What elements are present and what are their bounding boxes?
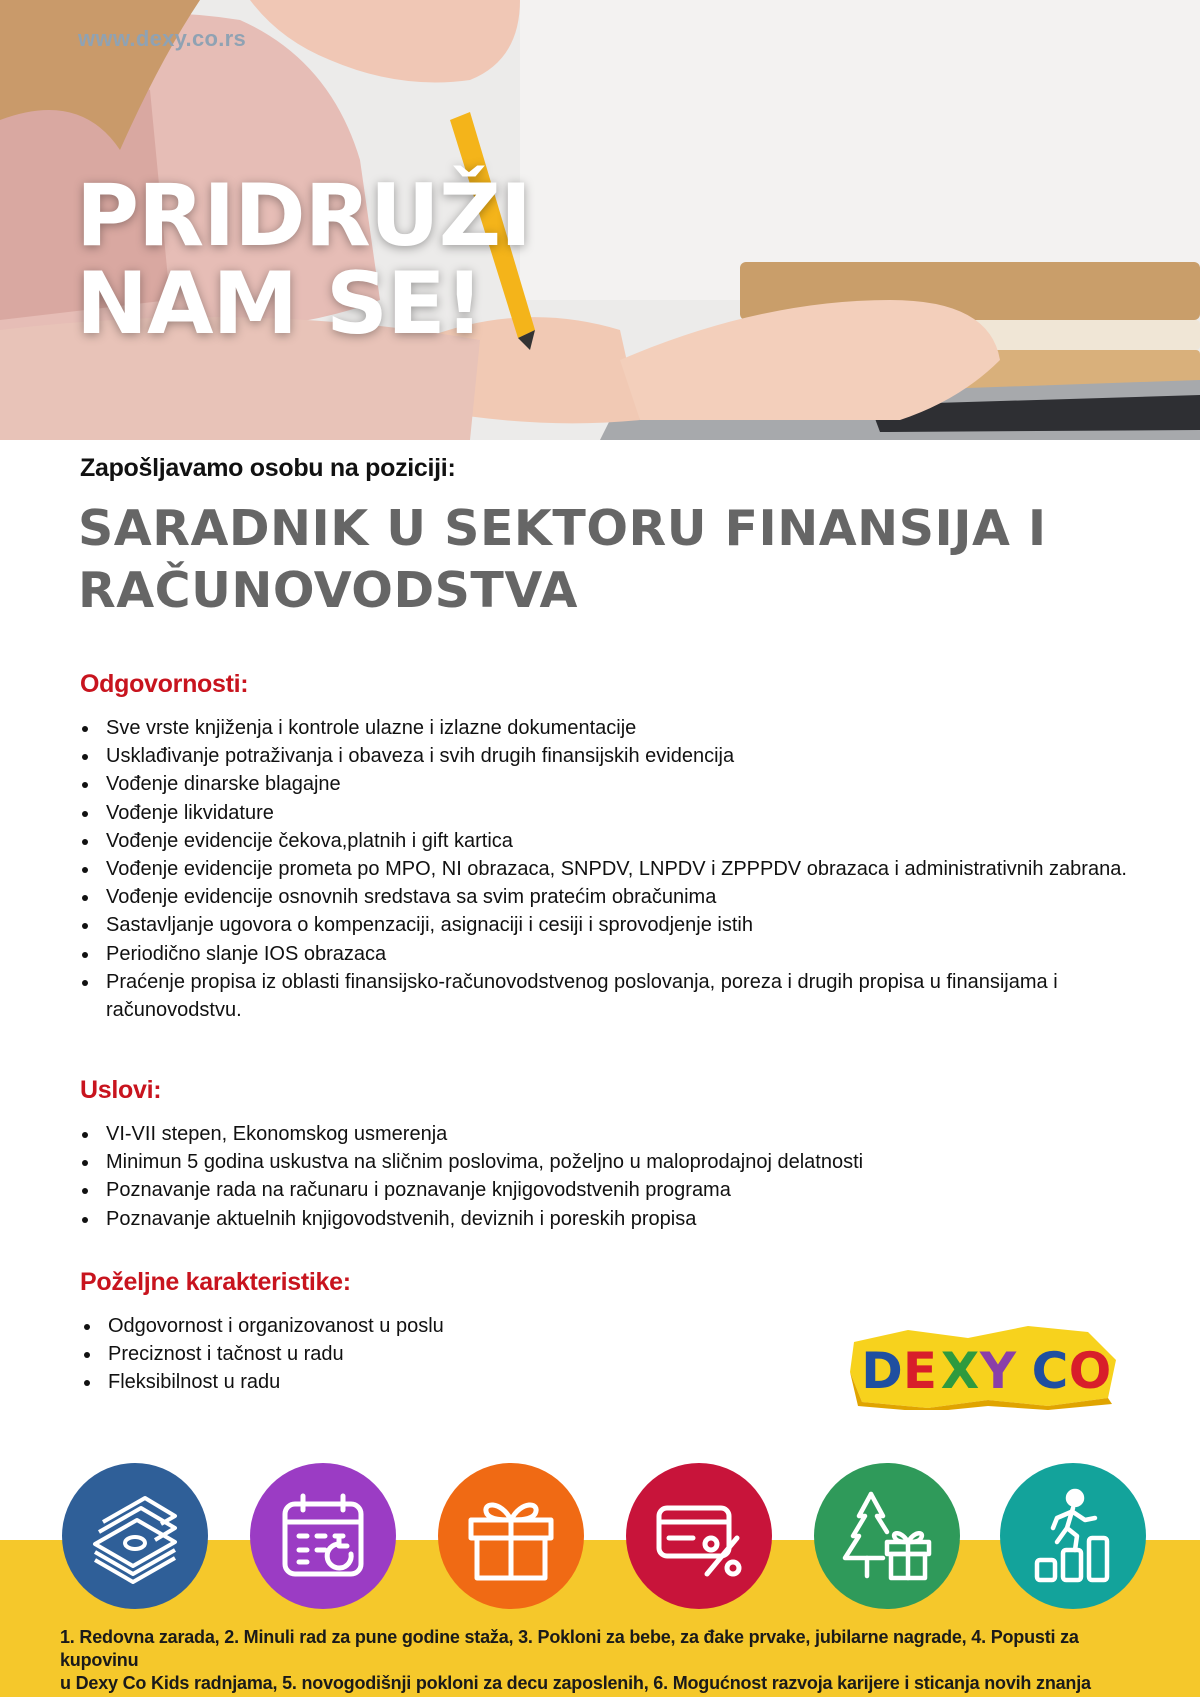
list-item: Usklađivanje potraživanja i obaveza i svih drugih finansijskih evidencija [80,742,1130,770]
list-item: Praćenje propisa iz oblasti finansijsko-računovodstvenog poslovanja, poreza i drugih propisa u finansijama i računovodstvu. [80,968,1130,1024]
intro-text: Zapošljavamo osobu na poziciji: [80,454,456,482]
list-item: Vođenje evidencije osnovnih sredstava sa svim pratećim obračunima [80,883,1130,911]
logo-letter: C [1031,1342,1069,1400]
benefits-description-line2: u Dexy Co Kids radnjama, 5. novogodišnji pokloni za decu zaposlenih, 6. Mogućnost razvoja karijere i sticanja novih znanja [60,1673,1091,1693]
hero-headline-line2: NAM SE! [76,254,483,354]
traits-heading: Poželjne karakteristike: [80,1268,351,1296]
hero-headline [76,166,532,354]
gift-icon [461,1486,561,1586]
logo-letter: D [861,1342,903,1400]
website-url: www.dexy.co.rs [78,26,247,51]
logo-letter: Y [979,1342,1017,1400]
benefits-description-line1: 1. Redovna zarada, 2. Minuli rad za pune godine staža, 3. Pokloni za bebe, za đake prvake, jubilarne nagrade, 4. Popusti za kupovinu [60,1627,1079,1670]
logo-letter: O [1068,1342,1112,1400]
benefits-description [60,1626,1160,1695]
list-item: Sve vrste knjiženja i kontrole ulazne i izlazne dokumentacije [80,714,1130,742]
logo-letter: E [902,1342,938,1400]
list-item: Vođenje likvidature [80,799,1130,827]
benefit-gifts [438,1463,584,1609]
list-item: Minimun 5 godina uskustva na sličnim poslovima, poželjno u maloprodajnoj delatnosti [80,1148,1130,1176]
list-item: VI-VII stepen, Ekonomskog usmerenja [80,1120,1130,1148]
list-item: Vođenje evidencije čekova,platnih i gift kartica [80,827,1130,855]
logo-letter: X [940,1342,980,1400]
responsibilities-heading: Odgovornosti: [80,670,249,698]
list-item: Sastavljanje ugovora o kompenzaciji, asignaciji i cesiji i sprovodjenje istih [80,911,1130,939]
career-growth-icon [1023,1486,1123,1586]
hero-banner [0,0,1200,440]
job-title: SARADNIK U SEKTORU FINANSIJA I RAČUNOVODSTVA [78,500,1047,619]
benefit-seniority [250,1463,396,1609]
calendar-icon [273,1486,373,1586]
benefit-career-growth [1000,1463,1146,1609]
dexy-co-logo [848,1320,1120,1410]
responsibilities-list [80,714,1130,1024]
hero-headline-line1: PRIDRUŽI [76,166,532,266]
conditions-list [80,1120,1130,1233]
list-item: Poznavanje rada na računaru i poznavanje knjigovodstvenih programa [80,1176,1130,1204]
benefit-salary [62,1463,208,1609]
conditions-heading: Uslovi: [80,1076,162,1104]
list-item: Vođenje evidencije prometa po MPO, NI obrazaca, SNPDV, LNPDV i ZPPPDV obrazaca i administrativnih zabrana. [80,855,1130,883]
list-item: Fleksibilnost u radu [82,1368,1132,1396]
benefit-new-year-gifts [814,1463,960,1609]
benefit-discounts [626,1463,772,1609]
list-item: Vođenje dinarske blagajne [80,770,1130,798]
list-item: Poznavanje aktuelnih knjigovodstvenih, deviznih i poreskih propisa [80,1205,1130,1233]
tree-gift-icon [837,1486,937,1586]
list-item: Periodično slanje IOS obrazaca [80,940,1130,968]
money-stack-icon [85,1486,185,1586]
list-item: Odgovornost i organizovanost u poslu [82,1312,1132,1340]
discount-card-icon [649,1486,749,1586]
list-item: Preciznost i tačnost u radu [82,1340,1132,1368]
